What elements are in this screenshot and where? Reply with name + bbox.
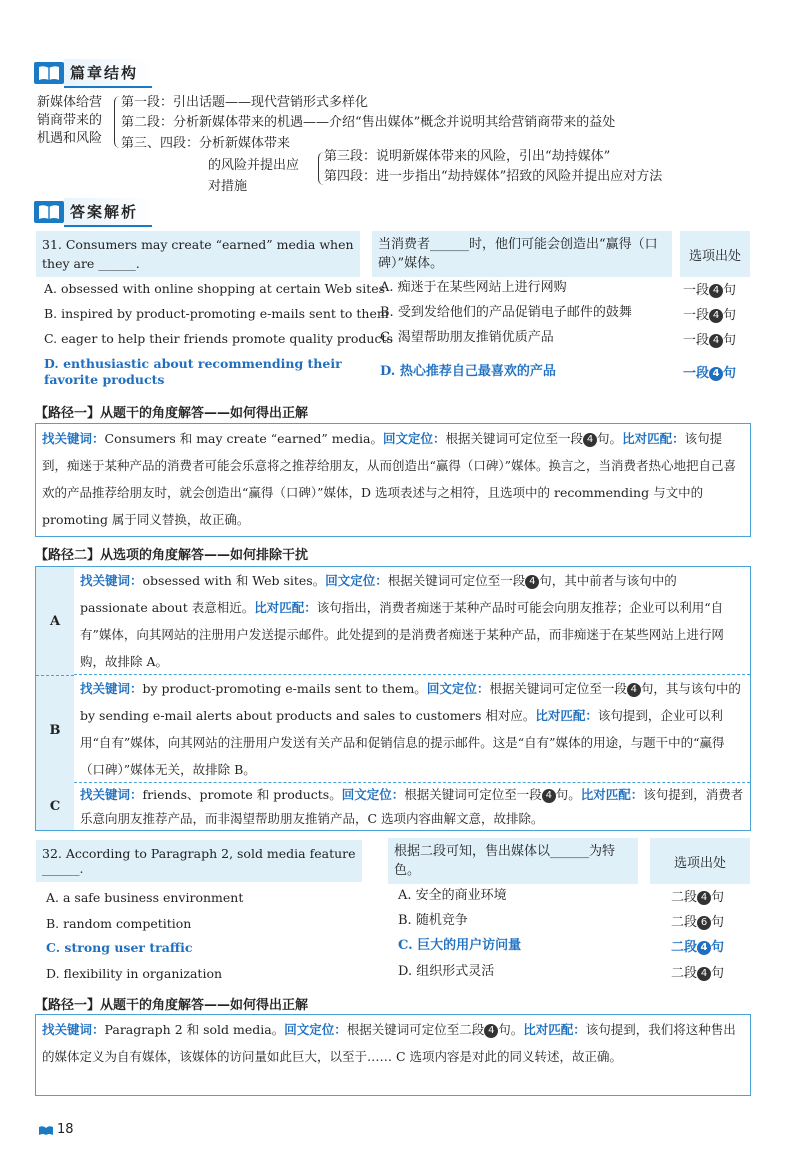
q31-path1-title: 【路径一】从题干的角度解答——如何得出正解 bbox=[35, 406, 309, 421]
section-header-structure bbox=[34, 60, 152, 86]
q31-path2-row-a: 找关键词：obsessed with 和 Web sites。回文定位：根据关键词可定位至一段 4 句，其中前者与该句中的 passionate about 表意相近。比对匹配：该句指出，消费者痴迷于某种产品时可能会向朋友推荐；企业可以利用“自有”媒体，向其网站的注册用户发送提示邮件。此处提到的是消费者痴迷于某种产品，而非痴迷于在某些网站上进行网购，故排除 A。 bbox=[74, 567, 750, 675]
q32-option-d-cn: D. 组织形式灵活 bbox=[398, 964, 495, 979]
q31-source-b: 一段 4 句 bbox=[683, 308, 737, 323]
q31-option-b: B. inspired by product-promoting e-mails sent to them bbox=[44, 306, 389, 321]
structure-p3: 第三段：说明新媒体带来的风险，引出“劫持媒体” bbox=[324, 149, 611, 164]
q31-stem-cn: 当消费者______时，他们可能会创造出“赢得（口碑）”媒体。 bbox=[372, 231, 672, 277]
q31-option-c-cn: C. 渴望帮助朋友推销优质产品 bbox=[380, 330, 554, 345]
q31-option-d: D. enthusiastic about recommending their favorite products bbox=[44, 356, 342, 387]
structure-p2: 第二段：分析新媒体带来的机遇——介绍“售出媒体”概念并说明其给营销商带来的益处 bbox=[121, 115, 616, 130]
q31-source-d: 一段 4 句 bbox=[683, 366, 737, 381]
q31-path2-table bbox=[35, 566, 751, 831]
q31-option-d-cn: D. 热心推荐自己最喜欢的产品 bbox=[380, 364, 556, 379]
section-title: 篇章结构 bbox=[64, 59, 152, 88]
page-footer bbox=[38, 1122, 74, 1137]
q31-stem: 31. Consumers may create “earned” media when they are ______. bbox=[36, 231, 360, 277]
structure-p34: 第三、四段：分析新媒体带来 bbox=[121, 136, 291, 151]
q31-source-c: 一段 4 句 bbox=[683, 333, 737, 348]
book-icon bbox=[38, 1124, 54, 1136]
q32-source-d: 二段 4 句 bbox=[671, 966, 725, 981]
q32-source-b: 二段 6 句 bbox=[671, 915, 725, 930]
q32-source-c: 二段 4 句 bbox=[671, 940, 725, 955]
q32-option-d: D. flexibility in organization bbox=[46, 966, 223, 981]
q31-path1-box: 找关键词：Consumers 和 may create “earned” media。回文定位：根据关键词可定位至一段 4 句。比对匹配：该句提到，痴迷于某种产品的消费者可能会乐意将之推荐给朋友，从而创造出“赢得（口碑）”媒体。换言之，当消费者热心地把自己喜欢的产品推荐给朋友时，就会创造出“赢得（口碑）”媒体，D 选项表述与之相符，且选项中的 recommending 与文中的 promoting 属于同义替换，故正确。 bbox=[35, 423, 751, 537]
q31-source-a: 一段 4 句 bbox=[683, 283, 737, 298]
brace bbox=[114, 96, 120, 148]
q32-stem-cn: 根据二段可知，售出媒体以______为特色。 bbox=[388, 838, 638, 884]
section-title: 答案解析 bbox=[64, 198, 152, 227]
book-icon bbox=[34, 62, 64, 84]
q31-path2-row-b: 找关键词：by product-promoting e-mails sent to them。回文定位：根据关键词可定位至一段 4 句，其与该句中的 by sending e-mail alerts about products and sales to customers 相对应。比对匹配：该句提到，企业可以利用“自有”媒体，向其网站的注册用户发送有关产品和促销信息的提示邮件。这是“自有”媒体的用途，与题干中的“赢得（口碑）”媒体无关，故排除 B。 bbox=[74, 675, 750, 783]
q32-source-header: 选项出处 bbox=[650, 838, 750, 884]
book-icon bbox=[34, 201, 64, 223]
structure-p4: 第四段：进一步指出“劫持媒体”招致的风险并提出应对方法 bbox=[324, 169, 663, 184]
q31-option-a-cn: A. 痴迷于在某些网站上进行网购 bbox=[380, 280, 567, 295]
q32-path1-title: 【路径一】从题干的角度解答——如何得出正解 bbox=[35, 998, 309, 1013]
page-number: 18 bbox=[57, 1122, 74, 1137]
q31-path2-title: 【路径二】从选项的角度解答——如何排除干扰 bbox=[35, 548, 309, 563]
q32-option-a: A. a safe business environment bbox=[46, 890, 244, 905]
q32-path1-box: 找关键词：Paragraph 2 和 sold media。回文定位：根据关键词可定位至二段 4 句。比对匹配：该句提到，我们将这种售出的媒体定义为自有媒体，该媒体的访问量如此巨大，以至于…… C 选项内容是对此的同义转述，故正确。 bbox=[35, 1014, 751, 1096]
q31-path2-row-c: 找关键词：friends、promote 和 products。回文定位：根据关键词可定位至一段 4 句。比对匹配：该句提到，消费者乐意向朋友推荐产品，而非渴望帮助朋友推销产品，C 选项内容曲解文意，故排除。 bbox=[80, 787, 744, 826]
q32-option-a-cn: A. 安全的商业环境 bbox=[398, 888, 507, 903]
q32-option-c-cn: C. 巨大的用户访问量 bbox=[398, 938, 522, 953]
section-header-analysis bbox=[34, 199, 152, 225]
structure-root: 新媒体给营 销商带来的 机遇和风险 bbox=[37, 95, 103, 146]
structure-p1: 第一段：引出话题——现代营销形式多样化 bbox=[121, 95, 369, 110]
q31-option-c: C. eager to help their friends promote quality products bbox=[44, 331, 393, 346]
q32-option-b: B. random competition bbox=[46, 916, 192, 931]
q32-option-b-cn: B. 随机竞争 bbox=[398, 913, 468, 928]
q32-stem: 32. According to Paragraph 2, sold media feature ______. bbox=[36, 840, 362, 882]
row-label-c: C bbox=[36, 783, 74, 830]
q32-option-c: C. strong user traffic bbox=[46, 940, 193, 955]
q32-source-a: 二段 4 句 bbox=[671, 890, 725, 905]
q31-option-b-cn: B. 受到发给他们的产品促销电子邮件的鼓舞 bbox=[380, 305, 632, 320]
row-label-a: A bbox=[36, 567, 74, 675]
q31-option-a: A. obsessed with online shopping at certain Web sites bbox=[44, 281, 386, 296]
q31-source-header: 选项出处 bbox=[680, 231, 750, 277]
row-label-b: B bbox=[36, 675, 74, 784]
